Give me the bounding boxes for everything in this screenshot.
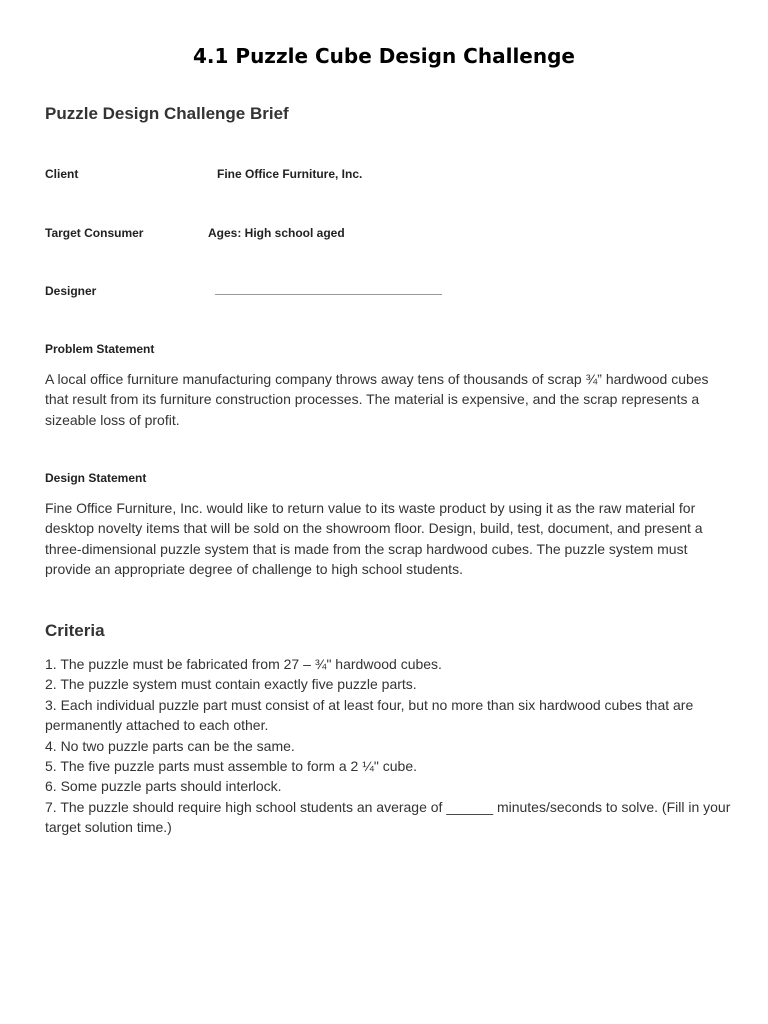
criteria-item: 6. Some puzzle parts should interlock. <box>45 778 282 795</box>
criteria-item: 3. Each individual puzzle part must consist of at least four, but no more than six hardwood cubes that are permanently attached to each other. <box>45 696 694 734</box>
document-title: 4.1 Puzzle Cube Design Challenge <box>193 44 575 68</box>
problem-statement-label: Problem Statement <box>45 342 155 356</box>
criteria-heading: Criteria <box>45 621 105 640</box>
design-statement-label: Design Statement <box>45 471 147 485</box>
criteria-item: 1. The puzzle must be fabricated from 27 – ¾" hardwood cubes. <box>45 656 442 672</box>
criteria-item: 2. The puzzle system must contain exactly five puzzle parts. <box>45 676 417 693</box>
target-consumer-label: Target Consumer <box>45 226 144 240</box>
criteria-item: 7. The puzzle should require high school students an average of ______ minutes/seconds to solve. (Fill in your target solution time.) <box>45 798 731 836</box>
client-value: Fine Office Furniture, Inc. <box>217 167 363 181</box>
criteria-item: 5. The five puzzle parts must assemble to form a 2 ¼" cube. <box>45 758 417 775</box>
client-label: Client <box>45 167 79 181</box>
designer-blank-line: __________________________________ <box>215 282 442 296</box>
criteria-list <box>45 654 735 838</box>
design-statement-text: Fine Office Furniture, Inc. would like to return value to its waste product by using it as the raw material for desktop novelty items that will be sold on the showroom floor. Design, build, test, document, and present a three-dimensional puzzle system that is made from the scrap hardwood cubes. The puzzle system must provide an appropriate degree of challenge to high school students. <box>45 500 703 578</box>
problem-statement-text: A local office furniture manufacturing company throws away tens of thousands of scrap ¾” hardwood cubes that result from its furniture construction processes. The material is expensive, and the scrap represents a sizeable loss of profit. <box>45 371 709 428</box>
criteria-item: 4. No two puzzle parts can be the same. <box>45 737 295 754</box>
designer-label: Designer <box>45 284 97 298</box>
target-consumer-value: Ages: High school aged <box>208 226 345 240</box>
brief-heading: Puzzle Design Challenge Brief <box>45 104 289 123</box>
